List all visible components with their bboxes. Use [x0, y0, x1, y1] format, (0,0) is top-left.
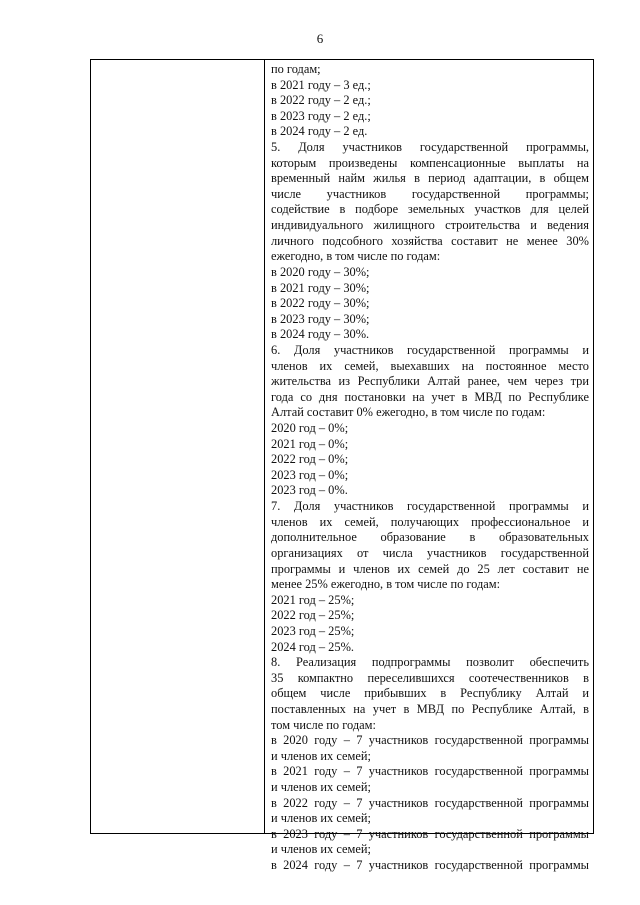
text-line: 35 компактно переселившихся соотечественников в	[271, 670, 589, 685]
text-line: общем числе прибывших в Республику Алтай и	[271, 686, 589, 701]
text-line: в 2021 году – 30%;	[271, 280, 370, 295]
text-line: в 2020 году – 30%;	[271, 264, 370, 279]
table-right-cell	[271, 62, 589, 874]
text-line: 2023 год – 0%;	[271, 467, 349, 482]
text-line: 5. Доля участников государственной программы,	[271, 140, 589, 155]
text-line: менее 25% ежегодно, в том числе по годам:	[271, 577, 501, 592]
text-line: и членов их семей;	[271, 811, 371, 826]
text-line: в 2024 году – 2 ед.	[271, 124, 368, 139]
page-number: 6	[316, 31, 324, 46]
text-line: членов их семей, получающих профессиональное и	[271, 514, 589, 529]
text-line: ежегодно, в том числе по годам:	[271, 249, 441, 264]
text-line: в 2024 году – 7 участников государственной программы	[271, 858, 589, 873]
text-line: в 2023 году – 30%;	[271, 311, 370, 326]
text-line: поставленных на учет в МВД по Республике Алтай, в	[271, 701, 589, 716]
text-line: и членов их семей;	[271, 780, 371, 795]
text-line: в 2022 году – 2 ед.;	[271, 93, 371, 108]
text-line: жительства из Республики Алтай ранее, чем через три	[271, 374, 589, 389]
text-line: 7. Доля участников государственной программы и	[271, 499, 589, 514]
text-line: 2023 год – 0%.	[271, 483, 348, 498]
document-table	[90, 59, 594, 873]
text-line: и членов их семей;	[271, 748, 371, 763]
text-line: временный найм жилья в период адаптации, в общем	[271, 171, 589, 186]
text-line: программы и членов их семей до 25 лет составит не	[271, 561, 589, 576]
text-line: 2022 год – 0%;	[271, 452, 349, 467]
text-line: содействие в подборе земельных участков для целей	[271, 202, 589, 217]
text-line: в 2022 году – 30%;	[271, 296, 370, 311]
text-line: 6. Доля участников государственной программы и	[271, 342, 589, 357]
text-line: в 2021 году – 7 участников государственной программы	[271, 764, 589, 779]
text-line: в 2020 году – 7 участников государственной программы	[271, 733, 589, 748]
text-line: в 2023 году – 2 ед.;	[271, 108, 371, 123]
text-line: в 2022 году – 7 участников государственной программы	[271, 795, 589, 810]
text-line: и членов их семей;	[271, 842, 371, 857]
text-line: в 2021 году – 3 ед.;	[271, 77, 371, 92]
text-line: 2023 год – 25%;	[271, 623, 355, 638]
text-line: 2021 год – 0%;	[271, 436, 349, 451]
text-line: индивидуального жилищного строительства и ведения	[271, 218, 589, 233]
text-line: дополнительное образование в образовательных	[271, 530, 589, 545]
text-line: Алтай составит 0% ежегодно, в том числе по годам:	[271, 405, 546, 420]
text-line: 8. Реализация подпрограммы позволит обеспечить	[271, 655, 589, 670]
text-line: членов их семей, выехавших на постоянное место	[271, 358, 589, 373]
text-line: по годам;	[271, 62, 321, 76]
text-line: которым произведены компенсационные выплаты на	[271, 155, 589, 170]
text-line: 2022 год – 25%;	[271, 608, 355, 623]
text-line: 2020 год – 0%;	[271, 421, 349, 436]
text-line: в 2023 году – 7 участников государственной программы	[271, 826, 589, 841]
text-line: числе участников государственной программы;	[271, 186, 589, 201]
text-line: том числе по годам:	[271, 717, 376, 732]
table-left-cell	[91, 60, 265, 833]
text-line: личного подсобного хозяйства составит не менее 30%	[271, 233, 589, 248]
text-line: 2021 год – 25%;	[271, 592, 355, 607]
text-line: организациях от числа участников государственной	[271, 545, 589, 560]
text-line: года со дня постановки на учет в МВД по Республике	[271, 389, 589, 404]
text-line: в 2024 году – 30%.	[271, 327, 370, 342]
text-line: 2024 год – 25%.	[271, 639, 354, 654]
